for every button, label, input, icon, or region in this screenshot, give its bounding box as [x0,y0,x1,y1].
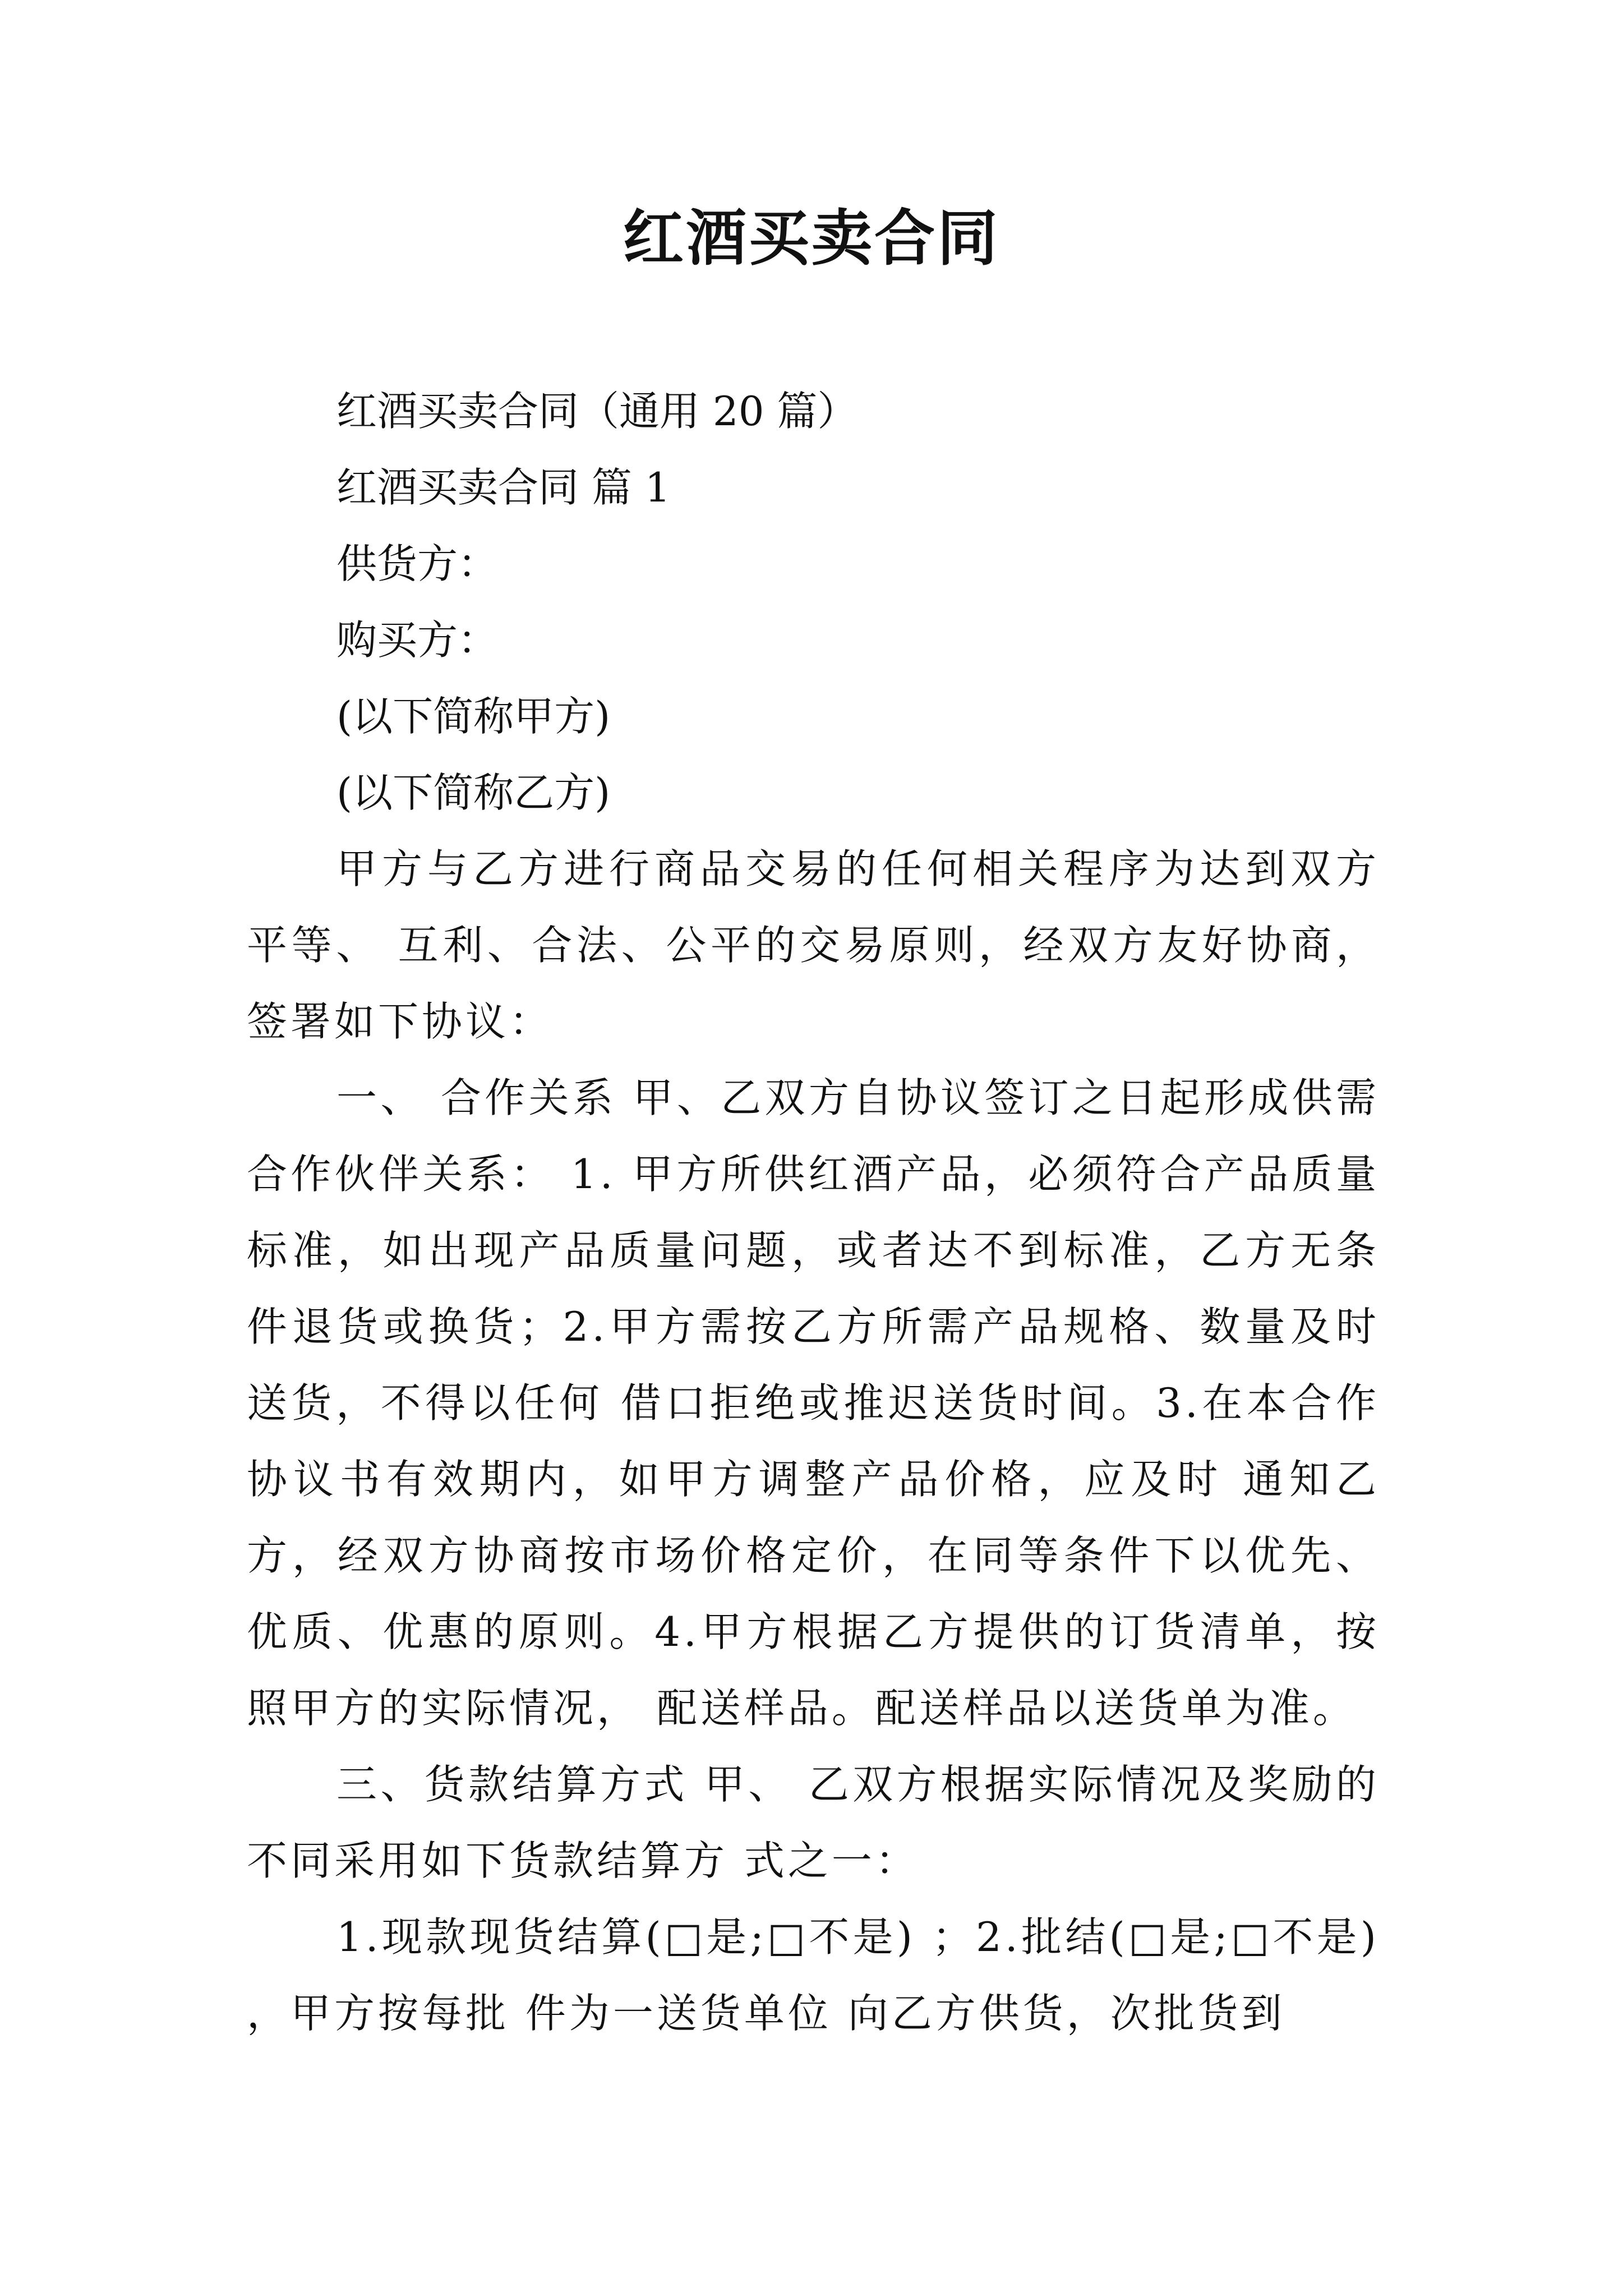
document-subtitle: 红酒买卖合同（通用 20 篇） [336,388,858,435]
section-heading: 红酒买卖合同 篇 1 [336,464,671,511]
document-body [247,373,1380,2051]
buyer-label: 购买方： [336,616,499,664]
paragraph-payment-options: 1.现款现货结算(□是;□不是) ；2.批结(□是;□不是) ，甲方按每批 件为一送货单位 向乙方供货，次批货到 [247,1913,1380,2037]
document-title: 红酒买卖合同 [623,203,1000,274]
party-a-note: (以下简称甲方) [336,693,611,740]
paragraph-agreement-intro: 甲方与乙方进行商品交易的任何相关程序为达到双方平等、 互利、合法、公平的交易原则，经双方友好协商，签署如下协议： [247,845,1380,1045]
supplier-label: 供货方： [336,540,499,587]
paragraph-cooperation: 一、 合作关系 甲、乙双方自协议签订之日起形成供需合作伙伴关系： 1. 甲方所供红酒产品，必须符合产品质量标准，如出现产品质量问题，或者达不到标准，乙方无条件退货或换货；2.甲方需按乙方所需产品规格、数量及时送货，不得以任何 借口拒绝或推迟送货时间。3.在本合作协议书有效期内，如甲方调整产品价格，应及时 通知乙方，经双方协商按市场价格定价，在同等条件下以优先、 优质、优惠的原则。4.甲方根据乙方提供的订货清单，按照甲方的实际情况， 配送样品。配送样品以送货单为准。 [247,1074,1380,1732]
party-b-note: (以下简称乙方) [336,769,611,816]
paragraph-payment-method: 三、货款结算方式 甲、 乙双方根据实际情况及奖励的不同采用如下货款结算方 式之一： [247,1761,1380,1884]
